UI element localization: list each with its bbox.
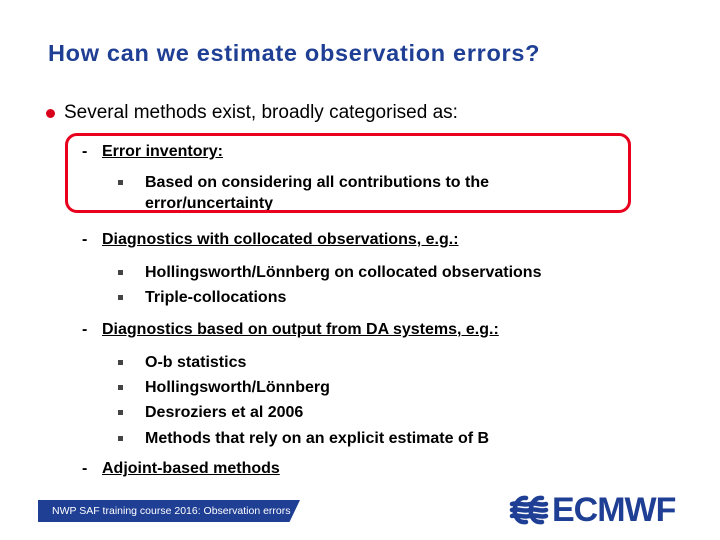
square-bullet-icon	[118, 436, 123, 441]
square-bullet-icon	[118, 385, 123, 390]
highlight-box	[65, 133, 631, 213]
square-bullet-icon	[118, 295, 123, 300]
intro-text: Several methods exist, broadly categorised as:	[64, 102, 458, 123]
bullet-dot-icon	[46, 109, 55, 118]
footer-text: NWP SAF training course 2016: Observation errors	[52, 505, 291, 517]
square-bullet-icon	[118, 270, 123, 275]
square-bullet-icon	[118, 360, 123, 365]
logo-text: ECMWF	[552, 491, 676, 529]
square-bullet-icon	[118, 410, 123, 415]
intro-bullet	[46, 102, 458, 124]
ecmwf-wave-icon	[506, 493, 552, 527]
slide-title: How can we estimate observation errors?	[48, 40, 541, 66]
ecmwf-logo	[506, 493, 675, 527]
